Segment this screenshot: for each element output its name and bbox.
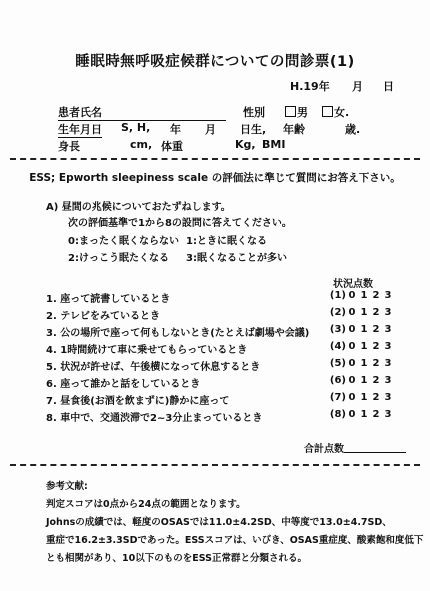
score-options (346, 375, 394, 386)
reference-line: 重症で16.2±3.3SDであった。ESSスコアは、いびき、OSAS重症度、酸素飽和度低下 (46, 535, 424, 546)
question-number: (6) (329, 375, 346, 386)
scale-2: 2:けっこう眠たくなる (68, 253, 169, 264)
question-row (46, 358, 406, 372)
score-option[interactable]: 2 (372, 324, 380, 335)
question-text: 4. 1時間続けて車に乗せてもらっているとき (46, 345, 248, 356)
score-option[interactable]: 2 (372, 358, 380, 369)
score-option[interactable]: 2 (372, 290, 380, 301)
question-text: 7. 昼食後(お酒を飲まずに)静かに座って (46, 396, 230, 407)
height-label: 身長 (58, 140, 80, 153)
question-text: 1. 座って読書しているとき (46, 294, 171, 305)
section-a-subheading: 次の評価基準で1から8の設問に答えてください。 (68, 218, 292, 229)
question-text: 2. テレビをみているとき (46, 311, 161, 322)
scale-0: 0:まったく眠くならない (68, 236, 179, 247)
question-row (46, 290, 406, 304)
date-year: 19年 (303, 80, 330, 93)
male-checkbox[interactable] (285, 106, 296, 117)
total-score-label: 合計点数 (304, 444, 344, 455)
top-divider (10, 158, 420, 160)
score-option[interactable]: 0 (348, 409, 356, 420)
date-day: 日 (383, 80, 394, 93)
score-option[interactable]: 1 (360, 290, 368, 301)
birth-year-unit: 年 (170, 123, 181, 136)
total-score-blank[interactable] (344, 442, 406, 453)
score-option[interactable]: 3 (384, 341, 392, 352)
age-unit: 歳. (345, 123, 361, 136)
score-option[interactable]: 0 (348, 358, 356, 369)
score-options (346, 324, 394, 335)
date-prefix: H. (290, 80, 304, 93)
score-option[interactable]: 1 (360, 324, 368, 335)
score-option[interactable]: 0 (348, 392, 356, 403)
question-number: (3) (329, 324, 346, 335)
female-label: 女. (334, 106, 350, 119)
score-option[interactable]: 1 (360, 341, 368, 352)
total-score-field[interactable] (304, 440, 406, 455)
score-option[interactable]: 0 (348, 324, 356, 335)
bottom-divider (10, 464, 420, 466)
score-option[interactable]: 3 (384, 392, 392, 403)
question-number: (4) (329, 341, 346, 352)
score-option[interactable]: 0 (348, 290, 356, 301)
score-option[interactable]: 1 (360, 358, 368, 369)
score-options (346, 290, 394, 301)
question-number: (7) (329, 392, 346, 403)
references-heading: 参考文献: (46, 481, 88, 492)
sex-label: 性別 (243, 106, 265, 119)
score-option[interactable]: 1 (360, 307, 368, 318)
male-label: 男 (297, 106, 308, 119)
sex-female-option[interactable] (322, 104, 349, 120)
score-options (346, 358, 394, 369)
reference-line: Johnsの成績では、軽度のOSASでは11.0±4.2SD、中等度で13.0±4.7SD、 (46, 517, 392, 528)
score-option[interactable]: 1 (360, 409, 368, 420)
question-row (46, 324, 406, 338)
date-month: 月 (352, 80, 363, 93)
score-options (346, 392, 394, 403)
question-row (46, 392, 406, 406)
bmi-label: BMI (262, 138, 286, 151)
sex-male-option[interactable] (285, 104, 308, 120)
question-text: 3. 公の場所で座って何もしないとき(たとえば劇場や会議) (46, 328, 310, 339)
score-option[interactable]: 0 (348, 375, 356, 386)
score-option[interactable]: 2 (372, 409, 380, 420)
score-option[interactable]: 2 (372, 392, 380, 403)
question-row (46, 409, 406, 423)
score-options (346, 307, 394, 318)
question-number: (8) (329, 409, 346, 420)
score-option[interactable]: 3 (384, 409, 392, 420)
score-option[interactable]: 1 (360, 375, 368, 386)
question-text: 8. 車中で、交通渋滞で2~3分止まっているとき (46, 413, 263, 424)
weight-label: 体重 (161, 140, 183, 153)
score-option[interactable]: 3 (384, 375, 392, 386)
score-option[interactable]: 3 (384, 290, 392, 301)
score-option[interactable]: 0 (348, 341, 356, 352)
score-option[interactable]: 2 (372, 375, 380, 386)
question-number: (5) (329, 358, 346, 369)
section-a-heading: A) 昼間の兆候についておたずねします。 (46, 202, 231, 213)
patient-name-field[interactable] (58, 104, 226, 121)
question-number: (2) (329, 307, 346, 318)
scale-3: 3:眠くなることが多い (186, 253, 287, 264)
question-row (46, 307, 406, 321)
birth-day-unit: 日生, (240, 123, 267, 136)
question-row (46, 341, 406, 355)
score-option[interactable]: 2 (372, 341, 380, 352)
question-number: (1) (329, 290, 346, 301)
date-era-year (290, 78, 330, 94)
birth-era: S, H, (121, 121, 151, 134)
birth-label: 生年月日 (58, 123, 102, 136)
score-header: 状況点数 (333, 279, 373, 290)
ess-instructions: ESS; Epworth sleepiness scale の評価法に準じて質問にお答え下さい。 (29, 172, 401, 184)
score-option[interactable]: 2 (372, 307, 380, 318)
score-options (346, 341, 394, 352)
question-text: 6. 座って誰かと話をしているとき (46, 379, 201, 390)
birth-month-unit: 月 (205, 123, 216, 136)
height-unit: cm, (130, 138, 153, 151)
score-options (346, 409, 394, 420)
weight-unit: Kg, (235, 138, 256, 151)
female-checkbox[interactable] (322, 106, 333, 117)
score-option[interactable]: 3 (384, 358, 392, 369)
reference-line: 判定スコアは0点から24点の範囲となります。 (46, 499, 246, 510)
score-option[interactable]: 3 (384, 324, 392, 335)
age-label: 年齢 (283, 123, 305, 136)
score-option[interactable]: 0 (348, 307, 356, 318)
score-option[interactable]: 1 (360, 392, 368, 403)
reference-line: とも相関があり、10以下のものをESS正常群と分類される。 (46, 553, 307, 564)
question-text: 5. 状況が許せば、午後横になって休息するとき (46, 362, 261, 373)
score-option[interactable]: 3 (384, 307, 392, 318)
form-title: 睡眠時無呼吸症候群についての問診票(1) (75, 54, 355, 70)
patient-name-label: 患者氏名 (58, 106, 102, 119)
question-row (46, 375, 406, 389)
scale-1: 1:ときに眠くなる (186, 236, 267, 247)
